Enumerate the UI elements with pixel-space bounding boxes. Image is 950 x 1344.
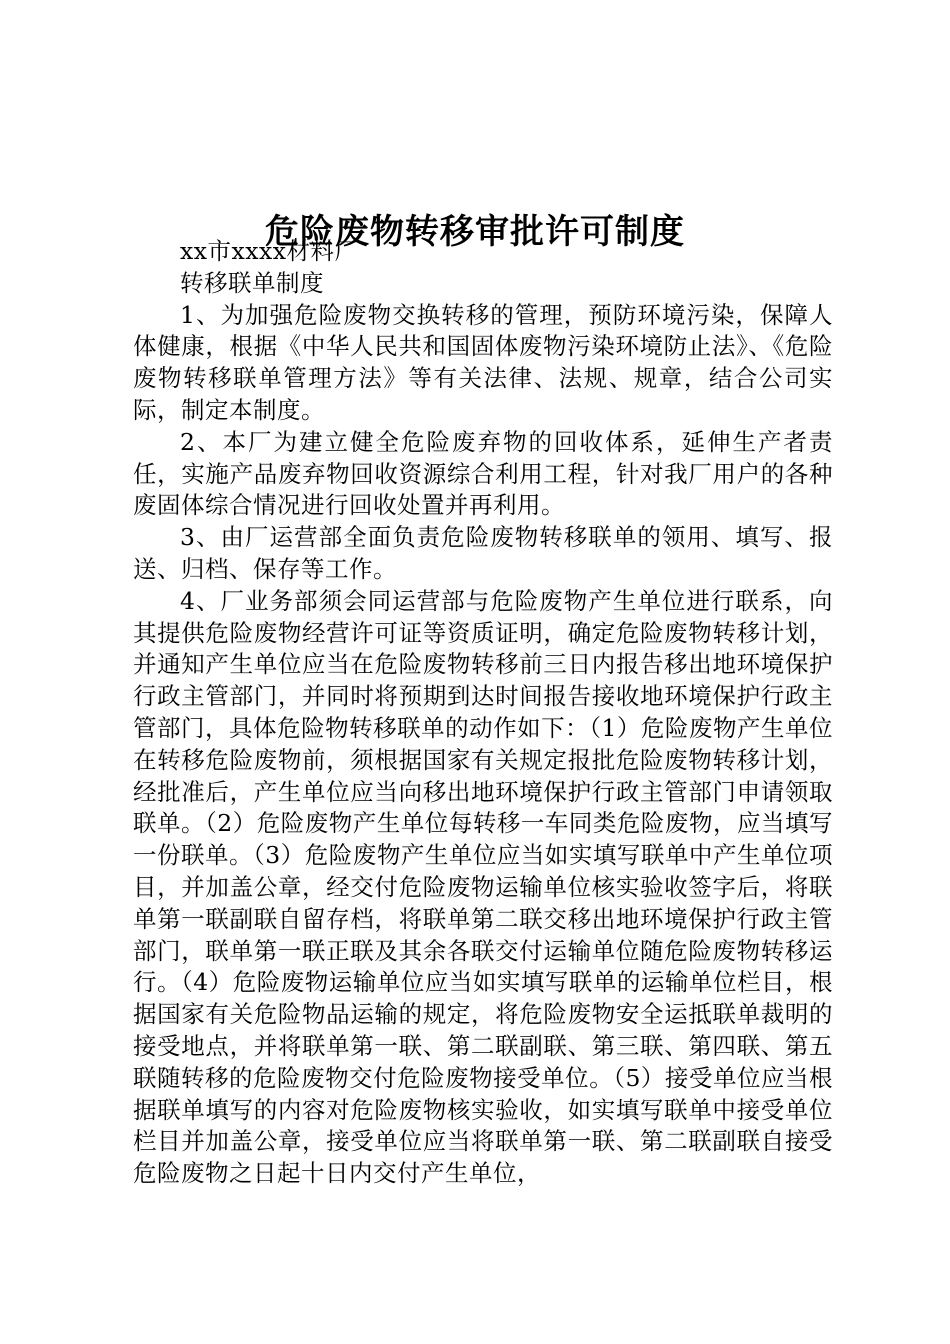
paragraph-4: 4、厂业务部须会同运营部与危险废物产生单位进行联系，向其提供危险废物经营许可证等资质证明，确定危险废物转移计划，并通知产生单位应当在危险废物转移前三日内报告移出地环境保护行政主管部门，并同时将预期到达时间报告接收地环境保护行政主管部门，具体危险物转移联单的动作如下：（1）危险废物产生单位在转移危险废物前，须根据国家有关规定报批危险废物转移计划，经批准后，产生单位应当向移出地环境保护行政主管部门申请领取联单。（2）危险废物产生单位每转移一车同类危险废物，应当填写一份联单。（3）危险废物产生单位应当如实填写联单中产生单位项目，并加盖公章，经交付危险废物运输单位核实验收签字后，将联单第一联副联自留存档，将联单第二联交移出地环境保护行政主管部门，联单第一联正联及其余各联交付运输单位随危险废物转移运行。（4）危险废物运输单位应当如实填写联单的运输单位栏目，根据国家有关危险物品运输的规定，将危险废物安全运抵联单裁明的接受地点，并将联单第一联、第二联副联、第三联、第四联、第五联随转移的危险废物交付危险废物接受单位。（5）接受单位应当根据联单填写的内容对危险废物核实验收，如实填写联单中接受单位栏目并加盖公章，接受单位应当将联单第一联、第二联副联自接受危险废物之日起十日内交付产生单位，: [133, 586, 833, 1188]
paragraph-section-heading: 转移联单制度: [180, 268, 324, 297]
document-title: 危险废物转移审批许可制度: [265, 211, 685, 252]
paragraph-1: 1、为加强危险废物交换转移的管理，预防环境污染，保障人体健康，根据《中华人民共和国固体废物污染环境防止法》、《危险废物转移联单管理方法》等有关法律、法规、规章，结合公司实际，制定本制度。: [133, 300, 833, 424]
document-body: [133, 236, 833, 1190]
paragraph-3: 3、由厂运营部全面负责危险废物转移联单的领用、填写、报送、归档、保存等工作。: [133, 523, 833, 583]
paragraph-2: 2、本厂为建立健全危险废弃物的回收体系，延伸生产者责任，实施产品废弃物回收资源综合利用工程，针对我厂用户的各种废固体综合情况进行回收处置并再利用。: [133, 427, 833, 520]
paragraph-org-name: xx市xxxx材料厂: [180, 237, 359, 265]
